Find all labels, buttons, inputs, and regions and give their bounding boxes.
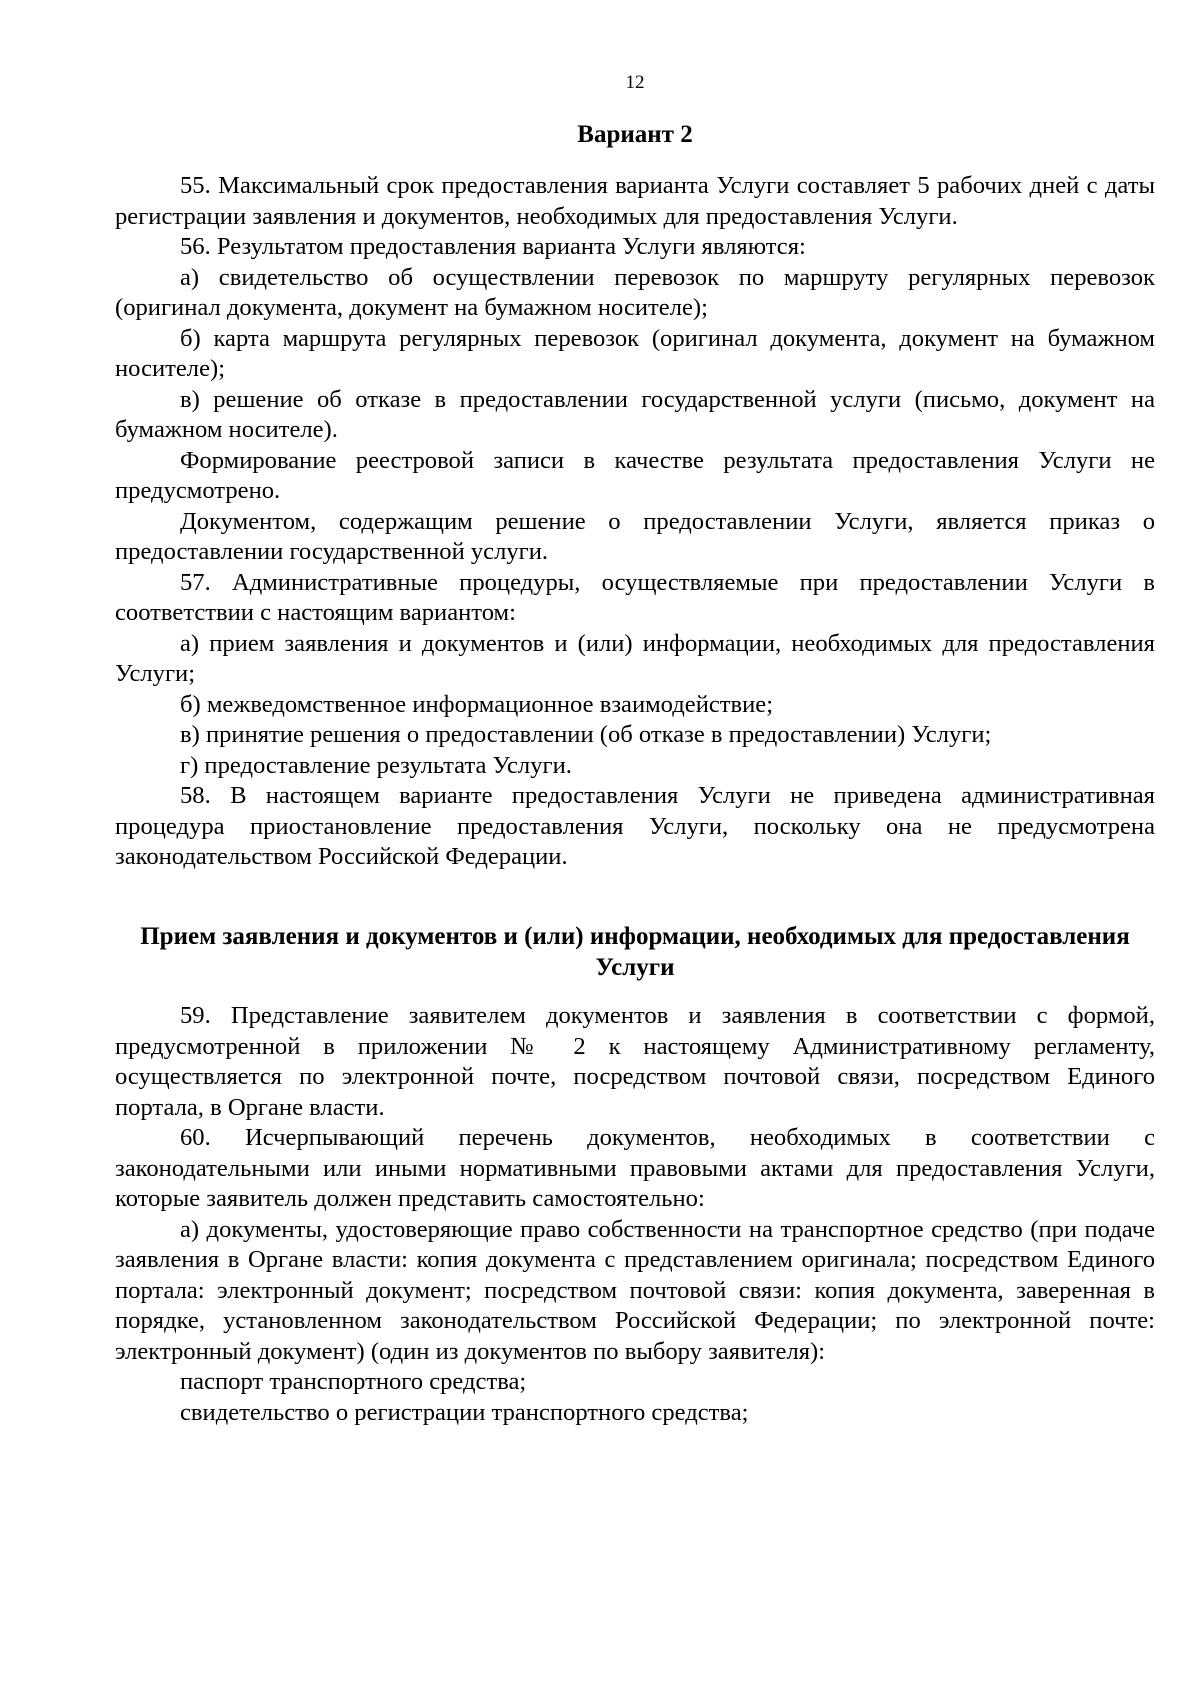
list-item-vehicle-registration: свидетельство о регистрации транспортного средства;	[180, 1398, 749, 1426]
page-number: 12	[625, 72, 645, 93]
paragraph-56: 56. Результатом предоставления варианта Услуги являются:	[180, 233, 806, 260]
list-item-57b: б) межведомственное информационное взаимодействие;	[180, 690, 774, 718]
text-block-application	[115, 1001, 1155, 1428]
paragraph-decision-document: Документом, содержащим решение о предоставлении Услуги, является приказ о предоставлении государственной услуги.	[115, 507, 1155, 565]
text-block-variant	[115, 171, 1155, 873]
paragraph-58: 58. В настоящем варианте предоставления Услуги не приведена административная процедура приостановление предоставления Услуги, поскольку она не предусмотрена законодательством Российской Федерации.	[115, 782, 1155, 870]
list-item-57d: г) предоставление результата Услуги.	[180, 751, 572, 779]
section-title: Вариант 2	[577, 121, 693, 148]
list-item-60a: а) документы, удостоверяющие право собственности на транспортное средство (при подаче заявления в Органе власти: копия документа с представлением оригинала; посредством Единого портала: электронный документ; посредством почтовой связи: копия документа, заверенная в порядке, установленном законодательством Российской Федерации; по электронной почте: электронный документ) (один из документов по выбору заявителя):	[115, 1215, 1155, 1365]
paragraph-59: 59. Представление заявителем документов и заявления в соответствии с формой, предусмотренной в приложении № 2 к настоящему Административному регламенту, осуществляется по электронной почте, посредством почтовой связи, посредством Единого портала, в Органе власти.	[115, 1002, 1155, 1121]
list-item-56b: б) карта маршрута регулярных перевозок (оригинал документа, документ на бумажном носителе);	[115, 324, 1155, 382]
list-item-56a: а) свидетельство об осуществлении перевозок по маршруту регулярных перевозок (оригинал документа, документ на бумажном носителе);	[115, 263, 1155, 321]
paragraph-registry: Формирование реестровой записи в качестве результата предоставления Услуги не предусмотрено.	[115, 446, 1155, 504]
paragraph-57: 57. Административные процедуры, осуществляемые при предоставлении Услуги в соответствии с настоящим вариантом:	[115, 568, 1155, 626]
list-item-57a: а) прием заявления и документов и (или) информации, необходимых для предоставления Услуги;	[115, 629, 1155, 687]
list-item-57c: в) принятие решения о предоставлении (об отказе в предоставлении) Услуги;	[180, 721, 992, 748]
list-item-56c: в) решение об отказе в предоставлении государственной услуги (письмо, документ на бумажном носителе).	[115, 385, 1155, 443]
paragraph-55: 55. Максимальный срок предоставления варианта Услуги составляет 5 рабочих дней с даты регистрации заявления и документов, необходимых для предоставления Услуги.	[115, 172, 1155, 230]
list-item-vehicle-passport: паспорт транспортного средства;	[180, 1368, 527, 1395]
paragraph-60: 60. Исчерпывающий перечень документов, необходимых в соответствии с законодательными или иными нормативными правовыми актами для предоставления Услуги, которые заявитель должен представить самостоятельно:	[115, 1124, 1155, 1212]
subsection-heading: Прием заявления и документов и (или) информации, необходимых для предоставления Услуги	[140, 923, 1130, 981]
